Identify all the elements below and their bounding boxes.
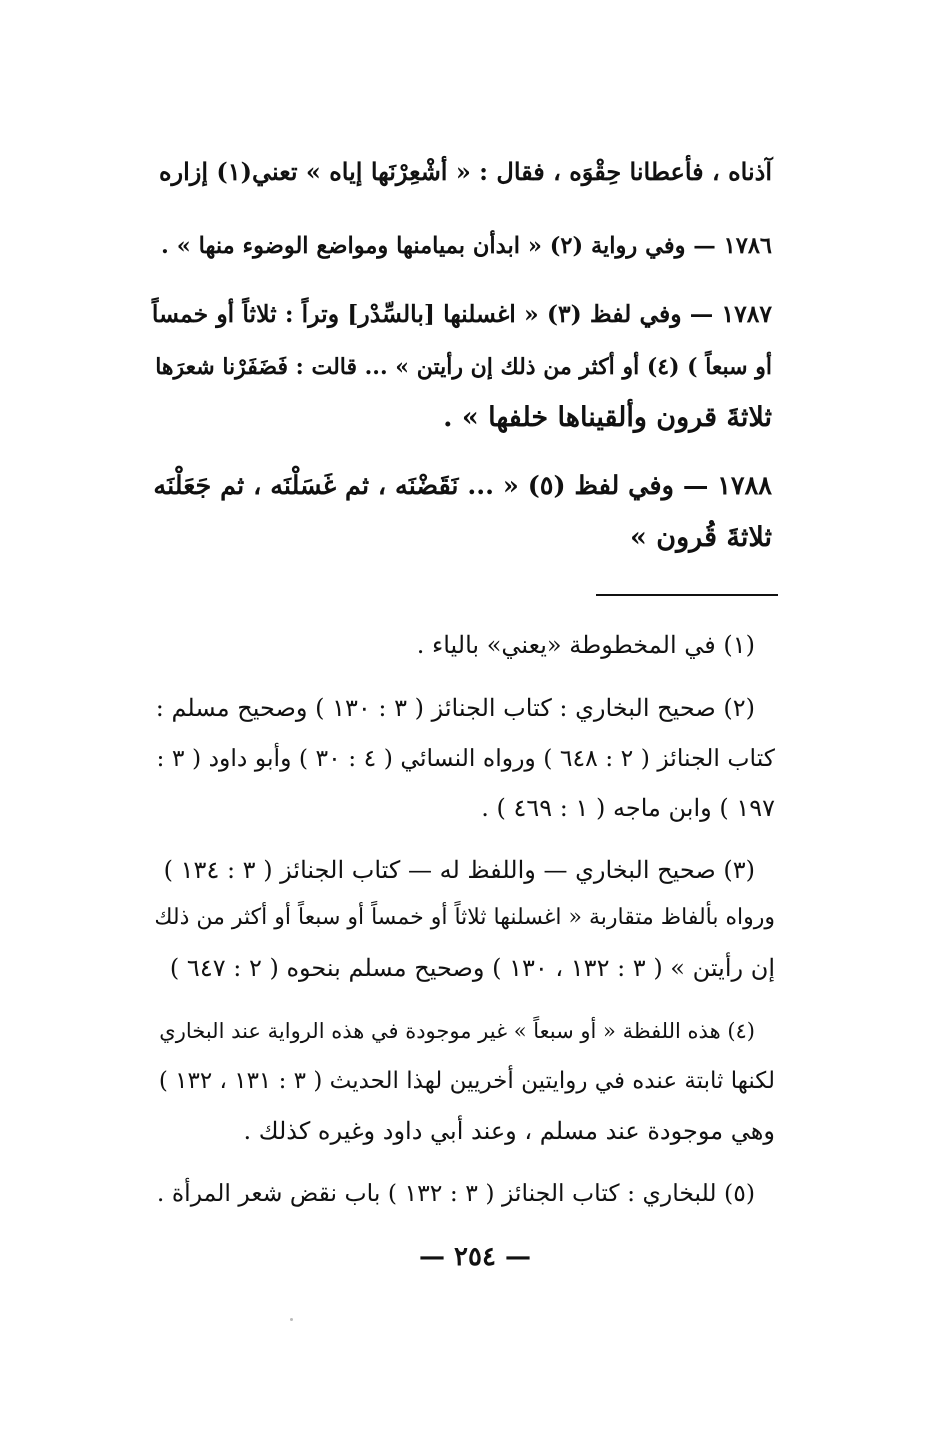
footnote-5: (٥) للبخاري : كتاب الجنائز ( ٣ : ١٣٢ ) باب نقض شعر المرأة . <box>156 1179 755 1207</box>
footnote-separator <box>596 594 778 596</box>
hadith-1788-line-1: ١٧٨٨ — وفي لفظ (٥) « ... نَقَضْنَه ، ثم غَسَلْنَه ، ثم جَعَلْنَه <box>153 471 772 501</box>
hadith-1787-line-2: أو سبعاً ) (٤) أو أكثر من ذلك إن رأيتن » ... قالت : فَضَفَرْنا شعرَها <box>155 354 772 380</box>
hadith-1786-line: ١٧٨٦ — وفي رواية (٢) « ابدأن بميامنها ومواضع الوضوء منها » . <box>161 233 772 259</box>
hadith-1787-line-1: ١٧٨٧ — وفي لفظ (٣) « اغسلنها [بالسِّدْر] وتراً : ثلاثاً أو خمساً <box>151 300 772 328</box>
footnote-3-line-2: ورواه بألفاظ متقاربة « اغسلنها ثلاثاً أو خمساً أو سبعاً أو أكثر من ذلك <box>154 905 775 930</box>
hadith-1788-line-2: ثلاثةَ قُرون » <box>630 522 772 553</box>
footnote-3-line-3: إن رأيتن » ( ٣ : ١٣٢ ، ١٣٠ ) وصحيح مسلم بنحوه ( ٢ : ٦٤٧ ) <box>169 954 775 982</box>
footnote-4-line-3: وهي موجودة عند مسلم ، وعند أبي داود وغيره كذلك . <box>243 1117 775 1145</box>
footnote-2-line-3: ١٩٧ ) وابن ماجه ( ١ : ٤٦٩ ) . <box>481 794 775 822</box>
footnote-3-line-1: (٣) صحيح البخاري — واللفظ له — كتاب الجنائز ( ٣ : ١٣٤ ) <box>163 856 755 884</box>
main-text-line-1: آذناه ، فأعطانا حِقْوَه ، فقال : « أشْعِرْنَها إياه » تعني(١) إزاره <box>158 157 772 186</box>
hadith-1787-line-3: ثلاثةَ قرون وألقيناها خلفها » . <box>443 402 772 433</box>
footnote-1: (١) في المخطوطة «يعني» بالياء . <box>416 631 755 659</box>
scan-speck <box>290 1318 293 1321</box>
footnote-2-line-1: (٢) صحيح البخاري : كتاب الجنائز ( ٣ : ١٣٠ ) وصحيح مسلم : <box>155 694 755 722</box>
footnote-4-line-1: (٤) هذه اللفظة « أو سبعاً » غير موجودة في هذه الرواية عند البخاري <box>159 1019 755 1043</box>
footnote-4-line-2: لكنها ثابتة عنده في روايتين أخريين لهذا الحديث ( ٣ : ١٣١ ، ١٣٢ ) <box>158 1068 775 1094</box>
page-number: — ٢٥٤ — <box>418 1242 532 1272</box>
footnote-2-line-2: كتاب الجنائز ( ٢ : ٦٤٨ ) ورواه النسائي ( ٤ : ٣٠ ) وأبو داود ( ٣ : <box>156 744 775 772</box>
